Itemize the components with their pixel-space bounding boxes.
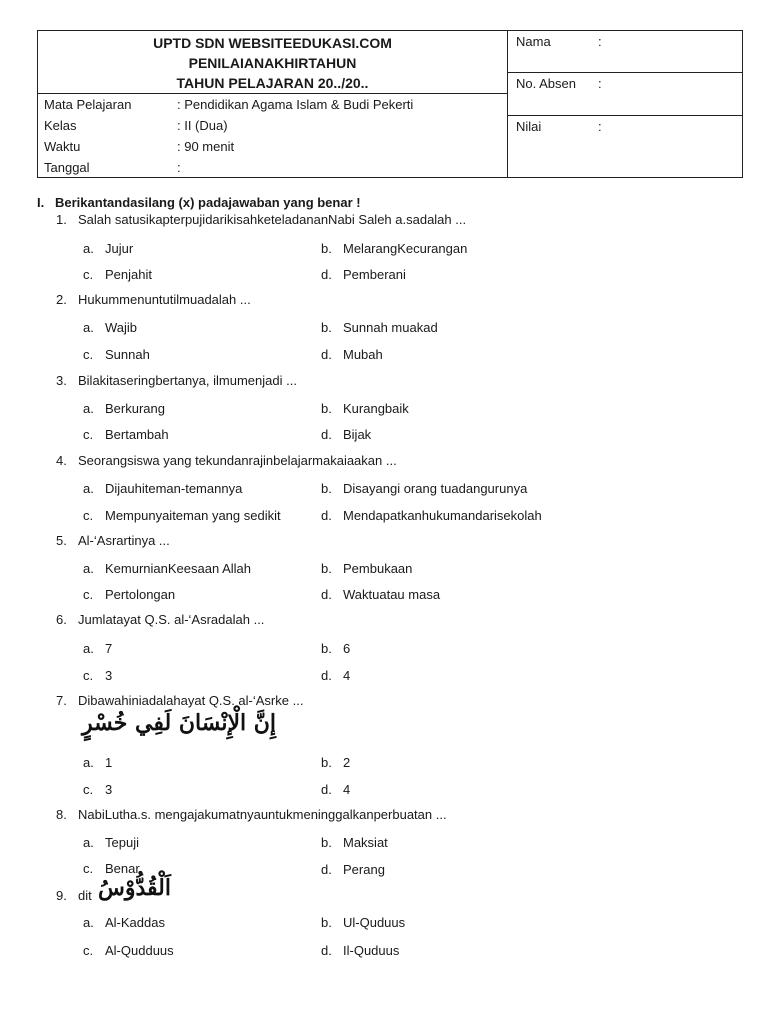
option-8c[interactable] [83,861,140,876]
option-1c[interactable] [83,267,152,282]
option-letter: d. [321,782,332,797]
option-text: MelarangKecurangan [343,241,468,256]
option-6b[interactable] [321,641,350,656]
arabic-word: اَلْقُدُّوْسُ [98,875,171,901]
option-letter: c. [83,508,94,523]
option-5d[interactable] [321,587,440,602]
option-text: 3 [105,668,113,683]
option-letter: c. [83,267,94,282]
score-label: Nilai [516,119,542,134]
option-letter: c. [83,347,94,362]
option-letter: d. [321,587,332,602]
info-value: : [177,160,181,175]
option-letter: d. [321,943,332,958]
option-text: 6 [343,641,351,656]
option-letter: d. [321,427,332,442]
school-name: UPTD SDN WEBSITEEDUKASI.COM [153,35,392,51]
option-text: Perang [343,862,385,877]
option-text: Sunnah [105,347,150,362]
option-text: Mendapatkanhukumandarisekolah [343,508,542,523]
option-letter: b. [321,835,332,850]
option-9a[interactable] [83,915,165,930]
option-2d[interactable] [321,347,383,362]
question-text: Salah satusikapterpujidarikisahketeladananNabi Saleh a.sadalah ... [78,212,467,227]
option-text: Bertambah [105,427,169,442]
subject-info-block [38,94,508,178]
option-2b[interactable] [321,320,438,335]
info-value: : II (Dua) [177,118,228,133]
info-label: Kelas [44,118,77,133]
option-text: Pembukaan [343,561,413,576]
name-label: Nama [516,34,551,49]
question-number: 8. [56,807,67,822]
option-letter: d. [321,668,332,683]
exam-header-table [37,30,743,178]
option-text: Il-Quduus [343,943,400,958]
option-letter: c. [83,427,94,442]
option-9d[interactable] [321,943,399,958]
info-value: : Pendidikan Agama Islam & Budi Pekerti [177,97,414,112]
absence-number-label: No. Absen [516,76,576,91]
option-6a[interactable] [83,641,112,656]
arabic-verse: إِنَّ الْإِنْسَانَ لَفِي خُسْرٍ [82,710,277,736]
option-text: 4 [343,668,351,683]
section-instruction [37,195,361,210]
question-number: 5. [56,533,67,548]
option-letter: b. [321,641,332,656]
option-letter: d. [321,862,332,877]
question-5 [56,533,170,548]
option-9c[interactable] [83,943,174,958]
question-6 [56,612,264,627]
option-2c[interactable] [83,347,150,362]
option-letter: a. [83,481,94,496]
option-1b[interactable] [321,241,467,256]
option-5b[interactable] [321,561,412,576]
info-value: : 90 menit [177,139,235,154]
option-letter: a. [83,835,94,850]
option-text: Al-Qudduus [105,943,174,958]
option-letter: b. [321,915,332,930]
question-9 [56,888,92,903]
option-8a[interactable] [83,835,139,850]
option-3d[interactable] [321,427,371,442]
option-3b[interactable] [321,401,409,416]
option-letter: c. [83,943,94,958]
option-text: Mubah [343,347,383,362]
name-colon: : [598,34,602,49]
option-letter: b. [321,320,332,335]
option-4d[interactable] [321,508,542,523]
option-letter: a. [83,755,94,770]
info-label: Waktu [44,139,81,154]
score-field[interactable] [508,116,743,178]
question-number: 7. [56,693,67,708]
option-5c[interactable] [83,587,175,602]
info-label: Tanggal [44,160,90,175]
option-letter: a. [83,561,94,576]
question-text: Al-‘Asrartinya ... [78,533,170,548]
question-number: 3. [56,373,67,388]
option-letter: a. [83,401,94,416]
option-4a[interactable] [83,481,242,496]
question-8 [56,807,447,822]
option-letter: c. [83,861,94,876]
option-letter: c. [83,668,94,683]
section-number: I. [37,195,45,210]
question-text: Jumlatayat Q.S. al-‘Asradalah ... [78,612,265,627]
option-letter: a. [83,641,94,656]
option-text: Benar [105,861,140,876]
option-text: Al-Kaddas [105,915,165,930]
question-number: 2. [56,292,67,307]
instruction-text: Berikantandasilang (x) padajawaban yang benar ! [55,195,361,210]
option-letter: d. [321,267,332,282]
question-text: Hukummenuntutilmuadalah ... [78,292,251,307]
score-colon: : [598,119,602,134]
option-letter: b. [321,561,332,576]
question-4 [56,453,397,468]
option-9b[interactable] [321,915,405,930]
option-text: Kurangbaik [343,401,409,416]
question-number: 1. [56,212,67,227]
option-text: KemurnianKeesaan Allah [105,561,251,576]
option-8b[interactable] [321,835,388,850]
option-text: Sunnah muakad [343,320,438,335]
option-letter: b. [321,755,332,770]
option-text: Pertolongan [105,587,176,602]
school-title-block [38,31,508,94]
option-2a[interactable] [83,320,137,335]
question-number: 9. [56,888,67,903]
option-text: 4 [343,782,351,797]
option-5a[interactable] [83,561,251,576]
question-text: dit [78,888,92,903]
option-7c[interactable] [83,782,112,797]
question-3 [56,373,297,388]
option-letter: a. [83,320,94,335]
option-1d[interactable] [321,267,406,282]
academic-year: TAHUN PELAJARAN 20../20.. [176,75,369,91]
option-text: Tepuji [105,835,139,850]
option-text: Penjahit [105,267,152,282]
question-number: 4. [56,453,67,468]
option-text: 1 [105,755,113,770]
option-7a[interactable] [83,755,112,770]
option-3a[interactable] [83,401,165,416]
absence-number-colon: : [598,76,602,91]
question-7 [56,693,303,708]
option-letter: d. [321,347,332,362]
option-text: Jujur [105,241,134,256]
option-text: Wajib [105,320,138,335]
option-7b[interactable] [321,755,350,770]
option-text: Dijauhiteman-temannya [105,481,243,496]
question-2 [56,292,251,307]
option-6c[interactable] [83,668,112,683]
option-4b[interactable] [321,481,527,496]
option-letter: b. [321,401,332,416]
name-field[interactable] [508,31,743,73]
option-text: Waktuatau masa [343,587,441,602]
info-label: Mata Pelajaran [44,97,132,112]
question-number: 6. [56,612,67,627]
option-4c[interactable] [83,508,281,523]
option-text: Pemberani [343,267,406,282]
option-letter: b. [321,241,332,256]
option-text: Berkurang [105,401,165,416]
option-text: Disayangi orang tuadangurunya [343,481,528,496]
option-1a[interactable] [83,241,133,256]
option-letter: c. [83,587,94,602]
option-6d[interactable] [321,668,350,683]
option-letter: a. [83,241,94,256]
option-letter: b. [321,481,332,496]
question-text: Dibawahiniadalahayat Q.S. al-‘Asrke ... [78,693,304,708]
absence-number-field[interactable] [508,73,743,116]
option-7d[interactable] [321,782,350,797]
option-8d[interactable] [321,862,385,877]
option-text: Bijak [343,427,372,442]
option-text: 7 [105,641,113,656]
option-3c[interactable] [83,427,169,442]
option-letter: d. [321,508,332,523]
option-letter: a. [83,915,94,930]
question-text: Bilakitaseringbertanya, ilmumenjadi ... [78,373,297,388]
option-letter: c. [83,782,94,797]
option-text: Ul-Quduus [343,915,406,930]
question-text: NabiLutha.s. mengajakumatnyauntukmeninggalkanperbuatan ... [78,807,447,822]
option-text: 2 [343,755,351,770]
option-text: 3 [105,782,113,797]
question-1 [56,212,466,227]
option-text: Mempunyaiteman yang sedikit [105,508,281,523]
exam-name: PENILAIANAKHIRTAHUN [188,55,357,71]
option-text: Maksiat [343,835,388,850]
question-text: Seorangsiswa yang tekundanrajinbelajarmakaiaakan ... [78,453,397,468]
